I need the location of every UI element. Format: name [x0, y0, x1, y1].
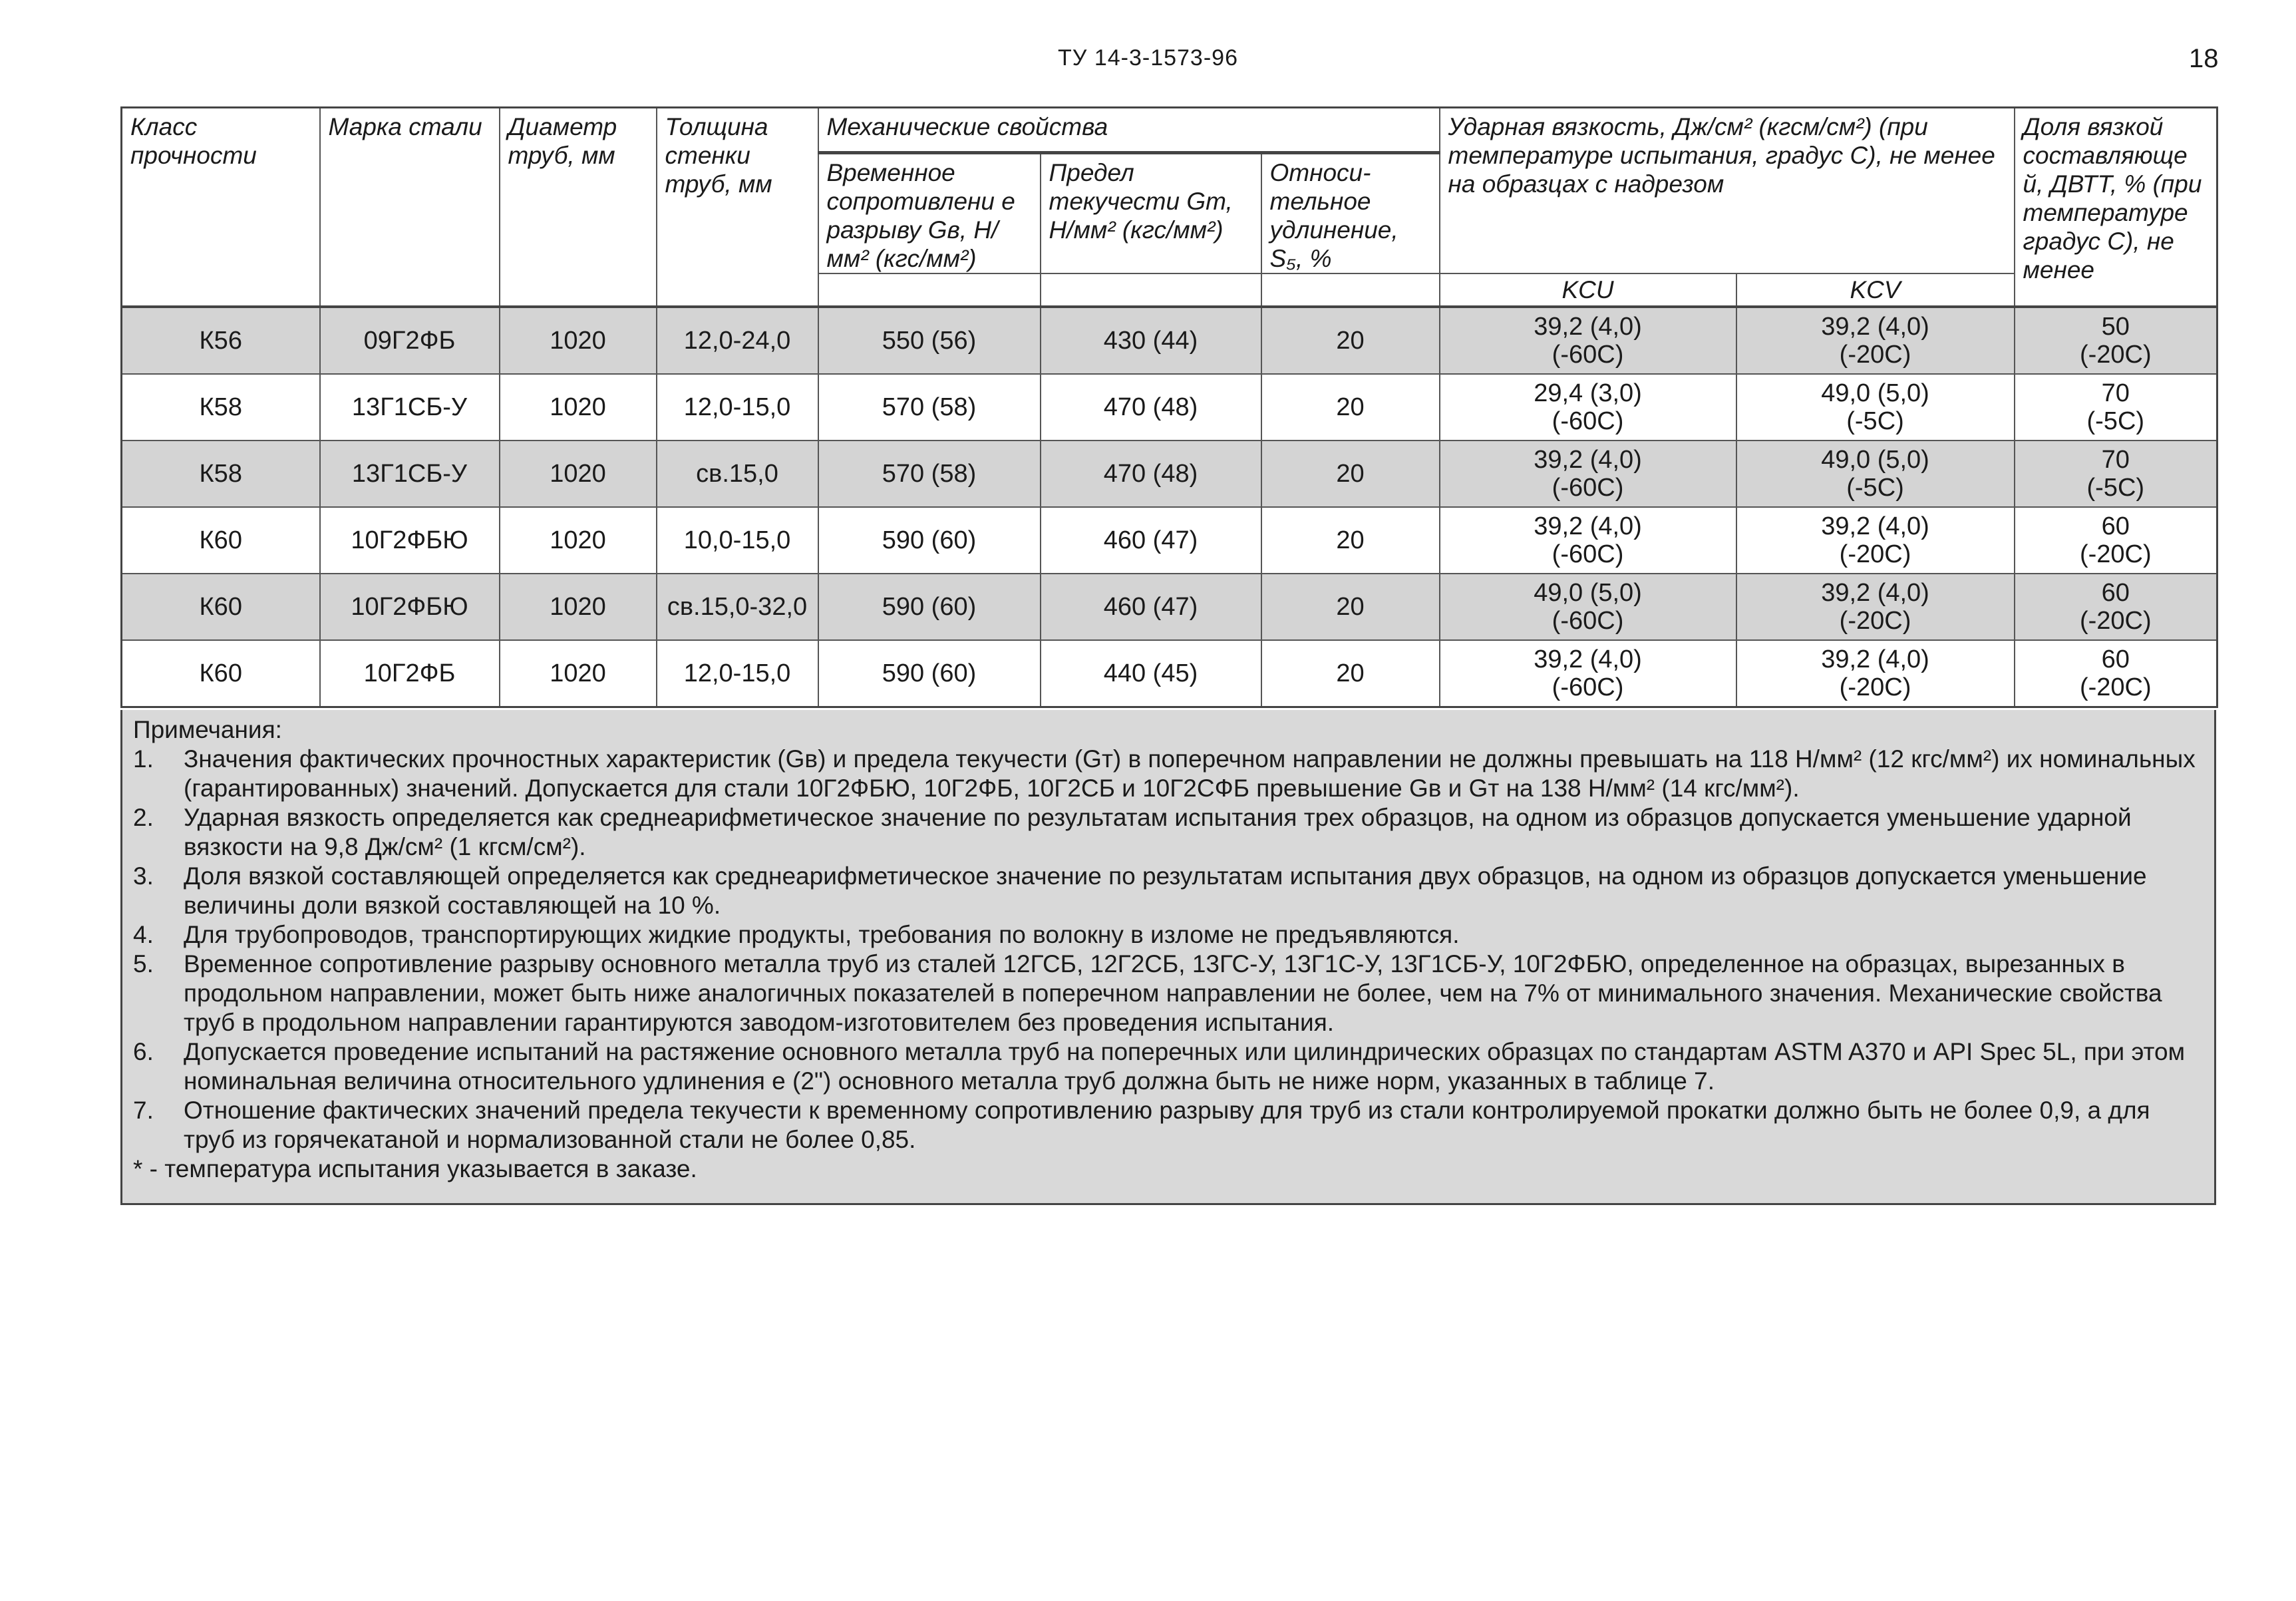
- cell-kcu: [1440, 640, 1736, 707]
- header-elongation: Относи-тельное удлинение, S₅, %: [1261, 153, 1440, 274]
- cell-thickness: св.15,0: [657, 441, 818, 507]
- cell-kcu: [1440, 441, 1736, 507]
- note-item: [133, 803, 2204, 862]
- document-code: ТУ 14-3-1573-96: [1058, 45, 1238, 71]
- header-grade: Марка стали: [320, 108, 500, 307]
- note-text: Доля вязкой составляющей определяется как среднеарифметическое значение по результатам испытания двух образцов, на одном из образцов допускается уменьшение величины доли вязкой составляющей на 10 %.: [184, 862, 2147, 919]
- ductile-value: 50: [2101, 313, 2130, 341]
- cell-elongation: 20: [1261, 574, 1440, 640]
- note-text: Временное сопротивление разрыву основного металла труб из сталей 12ГСБ, 12Г2СБ, 13ГС-У, 13Г1С-У, 13Г1СБ-У, 10Г2ФБЮ, определенное на образцах, вырезанных в продольном направлении, может быть ниже аналогичных показателей в поперечном направлении не более, чем на 7% от минимального значения. Механические свойства труб в продольном направлении гарантируются заводом-изготовителем без проведения испытания.: [184, 950, 2162, 1036]
- cell-diameter: 1020: [500, 374, 657, 441]
- cell-elongation: 20: [1261, 640, 1440, 707]
- cell-class: К60: [122, 574, 320, 640]
- note-text: Допускается проведение испытаний на растяжение основного металла труб на поперечных или цилиндрических образцах по стандартам ASTM A370 и API Spec 5L, при этом номинальная величина относительного удлинения е (2") основного металла труб должна быть не ниже норм, указанных в таблице 7.: [184, 1038, 2186, 1095]
- kcv-value: 39,2 (4,0): [1821, 313, 1929, 341]
- notes-section: [120, 710, 2216, 1205]
- kcv-temp: (-20С): [1839, 673, 1911, 701]
- cell-ductile: [2015, 441, 2217, 507]
- kcv-temp: (-20С): [1839, 607, 1911, 635]
- cell-kcu: [1440, 374, 1736, 441]
- table-row: [122, 574, 2217, 640]
- cell-elongation: 20: [1261, 374, 1440, 441]
- note-number: 2.: [133, 804, 154, 831]
- cell-ductile: [2015, 574, 2217, 640]
- cell-elongation: 20: [1261, 507, 1440, 574]
- header-kcu: KCU: [1440, 273, 1736, 307]
- cell-grade: 10Г2ФБЮ: [320, 507, 500, 574]
- note-item: [133, 950, 2204, 1037]
- note-number: 3.: [133, 862, 154, 890]
- header-thickness: Толщина стенки труб, мм: [657, 108, 818, 307]
- ductile-temp: (-20С): [2079, 341, 2152, 369]
- cell-kcv: [1736, 507, 2015, 574]
- ductile-temp: (-5С): [2086, 407, 2145, 435]
- header-mechanical-properties: Механические свойства: [818, 108, 1440, 153]
- kcv-value: 49,0 (5,0): [1821, 379, 1929, 407]
- cell-grade: 10Г2ФБ: [320, 640, 500, 707]
- cell-tensile: 570 (58): [818, 441, 1041, 507]
- cell-diameter: 1020: [500, 307, 657, 374]
- cell-tensile: 550 (56): [818, 307, 1041, 374]
- cell-kcu: [1440, 507, 1736, 574]
- cell-diameter: 1020: [500, 507, 657, 574]
- cell-kcu: [1440, 307, 1736, 374]
- cell-diameter: 1020: [500, 640, 657, 707]
- cell-grade: 09Г2ФБ: [320, 307, 500, 374]
- header-ductile-share: Доля вязкой составляюще й, ДВТТ, % (при температуре градус С), не менее: [2015, 108, 2217, 307]
- kcv-value: 39,2 (4,0): [1821, 579, 1929, 607]
- table-row: [122, 507, 2217, 574]
- cell-diameter: 1020: [500, 441, 657, 507]
- cell-yield: 470 (48): [1041, 374, 1261, 441]
- table-body: [122, 307, 2217, 707]
- note-item: [133, 920, 2204, 950]
- ductile-value: 70: [2101, 379, 2130, 407]
- kcu-temp: (-60С): [1552, 673, 1624, 701]
- kcu-temp: (-60С): [1552, 474, 1624, 502]
- page-number: 18: [2189, 44, 2219, 73]
- cell-thickness: св.15,0-32,0: [657, 574, 818, 640]
- cell-grade: 10Г2ФБЮ: [320, 574, 500, 640]
- kcu-temp: (-60С): [1552, 407, 1624, 435]
- cell-kcv: [1736, 640, 2015, 707]
- note-number: 6.: [133, 1038, 154, 1065]
- cell-yield: 470 (48): [1041, 441, 1261, 507]
- cell-yield: 460 (47): [1041, 507, 1261, 574]
- cell-class: К60: [122, 640, 320, 707]
- cell-yield: 460 (47): [1041, 574, 1261, 640]
- cell-thickness: 12,0-15,0: [657, 640, 818, 707]
- cell-elongation: 20: [1261, 441, 1440, 507]
- cell-grade: 13Г1СБ-У: [320, 374, 500, 441]
- cell-kcv: [1736, 441, 2015, 507]
- cell-tensile: 570 (58): [818, 374, 1041, 441]
- table-row: [122, 307, 2217, 374]
- kcu-temp: (-60С): [1552, 540, 1624, 568]
- header-empty-elongation: [1261, 273, 1440, 307]
- cell-class: К56: [122, 307, 320, 374]
- table-row: [122, 441, 2217, 507]
- cell-thickness: 12,0-15,0: [657, 374, 818, 441]
- footnote: * - температура испытания указывается в заказе.: [133, 1155, 697, 1182]
- note-item: [133, 1096, 2204, 1155]
- note-text: Значения фактических прочностных характеристик (Gв) и предела текучести (Gт) в поперечном направлении не должны превышать на 118 Н/мм² (12 кгс/мм²) их номинальных (гарантированных) значений. Допускается для стали 10Г2ФБЮ, 10Г2ФБ, 10Г2СБ и 10Г2СФБ превышение Gв и Gт на 138 Н/мм² (14 кгс/мм²).: [184, 745, 2196, 802]
- cell-grade: 13Г1СБ-У: [320, 441, 500, 507]
- kcv-value: 49,0 (5,0): [1821, 446, 1929, 474]
- cell-class: К60: [122, 507, 320, 574]
- note-number: 5.: [133, 950, 154, 978]
- ductile-temp: (-20С): [2079, 607, 2152, 635]
- cell-tensile: 590 (60): [818, 640, 1041, 707]
- cell-class: К58: [122, 374, 320, 441]
- cell-kcv: [1736, 307, 2015, 374]
- cell-tensile: 590 (60): [818, 574, 1041, 640]
- ductile-temp: (-20С): [2079, 673, 2152, 701]
- ductile-value: 60: [2101, 645, 2130, 673]
- kcu-value: 29,4 (3,0): [1534, 379, 1642, 407]
- kcv-temp: (-5С): [1846, 474, 1904, 502]
- header-yield-strength: Предел текучести Gт, Н/мм² (кгс/мм²): [1041, 153, 1261, 274]
- cell-ductile: [2015, 640, 2217, 707]
- cell-yield: 440 (45): [1041, 640, 1261, 707]
- ductile-temp: (-20С): [2079, 540, 2152, 568]
- header-empty-yield: [1041, 273, 1261, 307]
- kcu-value: 49,0 (5,0): [1534, 579, 1642, 607]
- note-item: [133, 862, 2204, 920]
- cell-kcv: [1736, 374, 2015, 441]
- notes-title: Примечания:: [133, 716, 282, 743]
- kcv-value: 39,2 (4,0): [1821, 512, 1929, 540]
- cell-tensile: 590 (60): [818, 507, 1041, 574]
- ductile-value: 70: [2101, 446, 2130, 474]
- note-text: Для трубопроводов, транспортирующих жидкие продукты, требования по волокну в изломе не предъявляются.: [184, 921, 1460, 948]
- kcv-temp: (-20С): [1839, 341, 1911, 369]
- header-diameter: Диаметр труб, мм: [500, 108, 657, 307]
- kcu-temp: (-60С): [1552, 607, 1624, 635]
- cell-thickness: 10,0-15,0: [657, 507, 818, 574]
- header-empty-tensile: [818, 273, 1041, 307]
- kcv-temp: (-20С): [1839, 540, 1911, 568]
- cell-ductile: [2015, 374, 2217, 441]
- cell-kcv: [1736, 574, 2015, 640]
- cell-elongation: 20: [1261, 307, 1440, 374]
- cell-class: К58: [122, 441, 320, 507]
- cell-kcu: [1440, 574, 1736, 640]
- cell-diameter: 1020: [500, 574, 657, 640]
- table-row: [122, 640, 2217, 707]
- kcu-value: 39,2 (4,0): [1534, 645, 1642, 673]
- note-item: [133, 1037, 2204, 1096]
- header-impact-strength: Ударная вязкость, Дж/см² (кгсм/см²) (при температуре испытания, градус С), не менее на образцах с надрезом: [1440, 108, 2015, 274]
- note-item: [133, 745, 2204, 803]
- header-tensile-strength: Временное сопротивлени е разрыву Gв, Н/мм² (кгс/мм²): [818, 153, 1041, 274]
- header-class: Класс прочности: [122, 108, 320, 307]
- kcu-value: 39,2 (4,0): [1534, 512, 1642, 540]
- kcu-temp: (-60С): [1552, 341, 1624, 369]
- note-text: Отношение фактических значений предела текучести к временному сопротивлению разрыву для труб из стали контролируемой прокатки должно быть не более 0,9, а для труб из горячекатаной и нормализованной стали не более 0,85.: [184, 1097, 2150, 1153]
- cell-thickness: 12,0-24,0: [657, 307, 818, 374]
- kcv-temp: (-5С): [1846, 407, 1904, 435]
- note-number: 7.: [133, 1097, 154, 1124]
- table-row: [122, 374, 2217, 441]
- ductile-value: 60: [2101, 579, 2130, 607]
- note-number: 1.: [133, 745, 154, 773]
- properties-table: [120, 106, 2218, 708]
- header-kcv: KCV: [1736, 273, 2015, 307]
- note-text: Ударная вязкость определяется как среднеарифметическое значение по результатам испытания трех образцов, на одном из образцов допускается уменьшение ударной вязкости на 9,8 Дж/см² (1 кгсм/см²).: [184, 804, 2132, 860]
- ductile-temp: (-5С): [2086, 474, 2145, 502]
- ductile-value: 60: [2101, 512, 2130, 540]
- cell-ductile: [2015, 507, 2217, 574]
- kcv-value: 39,2 (4,0): [1821, 645, 1929, 673]
- note-number: 4.: [133, 921, 154, 948]
- kcu-value: 39,2 (4,0): [1534, 313, 1642, 341]
- cell-ductile: [2015, 307, 2217, 374]
- kcu-value: 39,2 (4,0): [1534, 446, 1642, 474]
- cell-yield: 430 (44): [1041, 307, 1261, 374]
